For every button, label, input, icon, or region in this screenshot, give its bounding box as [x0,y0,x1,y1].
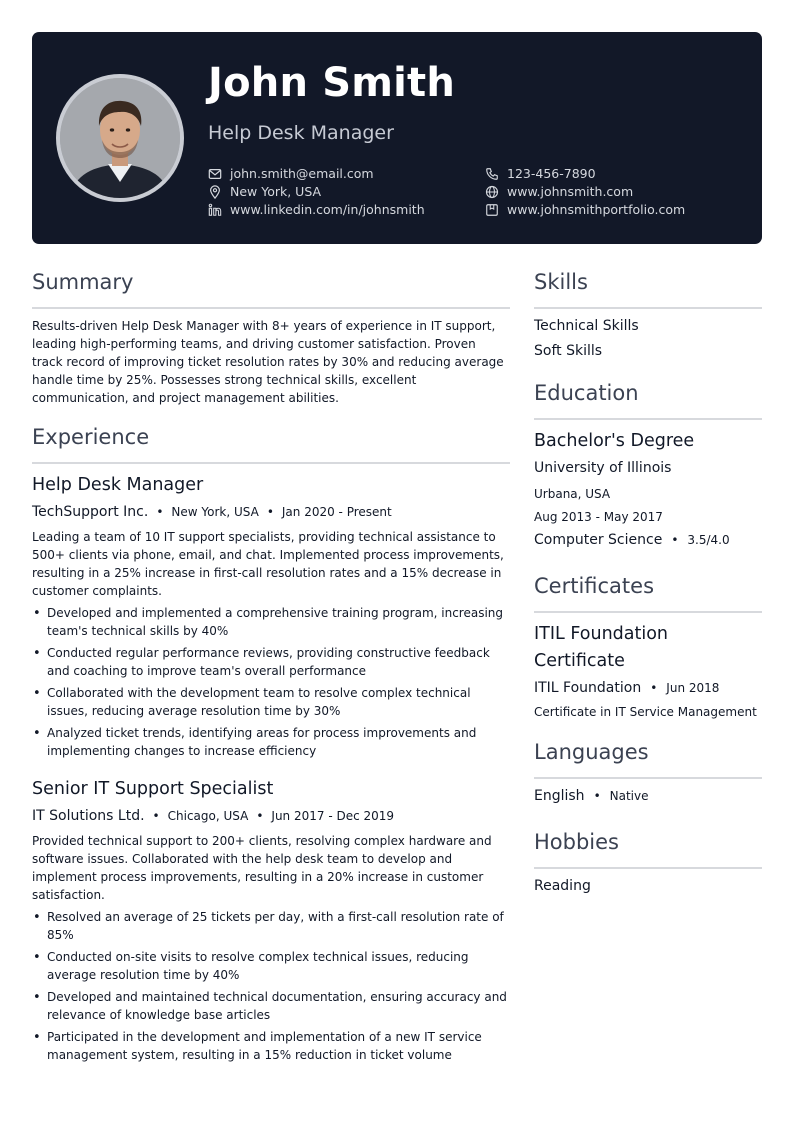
education-divider [534,418,762,420]
job-bullets [32,604,514,764]
job-meta [32,808,394,824]
job-dates: Jan 2020 - Present [281,505,392,519]
contact-email-text[interactable]: john.smith@email.com [230,166,374,181]
education-heading: Education [534,381,639,405]
job-company: TechSupport Inc. [32,504,149,520]
summary-text: Results-driven Help Desk Manager with 8+ years of experience in IT support, leading high-performing teams, and driving customer satisfaction. Proven track record of improving ticket resolution rates by 30% and reducing average handle time by 25%. Possesses strong technical skills, excellent communication, and project management abilities. [32,319,504,405]
languages-heading: Languages [534,740,649,764]
list-item: • Collaborated with the development team to resolve complex technical issues, reducing average resolution time by 30% [32,684,514,720]
job-location: New York, USA [171,505,259,519]
certificates-heading: Certificates [534,574,655,598]
mail-icon [208,167,222,181]
summary-heading: Summary [32,270,134,294]
job-dates: Jun 2017 - Dec 2019 [271,809,395,823]
education-dates: Aug 2013 - May 2017 [534,510,663,524]
portfolio-icon [485,203,499,217]
contact-phone-text[interactable]: 123-456-7890 [507,166,596,181]
education-school: University of Illinois [534,460,672,476]
certificate-description: Certificate in IT Service Management [534,705,757,719]
job-location: Chicago, USA [167,809,249,823]
separator-dot: • [152,809,160,823]
certificate-issuer: ITIL Foundation [534,680,642,696]
list-item: • Developed and maintained technical documentation, ensuring accuracy and relevance of knowledge base articles [32,988,514,1024]
language-level: Native [609,789,649,803]
summary-divider [32,307,510,309]
certificate-issuer-row [534,680,719,696]
contact-linkedin-text[interactable]: www.linkedin.com/in/johnsmith [230,202,425,217]
list-item: • Developed and implemented a comprehensive training program, increasing team's technical skills by 40% [32,604,514,640]
job-title: Senior IT Support Specialist [32,779,274,799]
languages-divider [534,777,762,779]
certificates-divider [534,611,762,613]
separator-dot: • [650,681,658,695]
contact-website[interactable] [485,184,633,199]
candidate-role: Help Desk Manager [208,122,394,144]
language-row [534,788,649,804]
skill-item: Technical Skills [534,318,639,334]
hobby-item: Reading [534,878,591,894]
contact-location [208,184,321,199]
list-item: • Participated in the development and implementation of a new IT service management system, resulting in a 15% reduction in ticket volume [32,1028,514,1064]
contact-linkedin[interactable] [208,202,425,217]
job-meta [32,504,392,520]
skill-item: Soft Skills [534,343,603,359]
list-item: • Analyzed ticket trends, identifying areas for process improvements and implementing changes to increase efficiency [32,724,514,760]
resume-header [32,32,762,244]
separator-dot: • [671,533,679,547]
experience-heading: Experience [32,425,150,449]
contact-location-text: New York, USA [230,184,322,199]
experience-divider [32,462,510,464]
job-title: Help Desk Manager [32,475,204,495]
education-location: Urbana, USA [534,487,611,501]
contact-phone[interactable] [485,166,596,181]
list-item: • Conducted on-site visits to resolve complex technical issues, reducing average resolution time by 40% [32,948,514,984]
job-description: Leading a team of 10 IT support specialists, providing technical assistance to 500+ clients via phone, email, and chat. Implemented process improvements, resulting in a 25% increase in first-call resolution rates and a 15% decrease in customer complaints. [32,530,504,598]
hobbies-divider [534,867,762,869]
globe-icon [485,185,499,199]
profile-photo [56,74,184,202]
list-item: • Resolved an average of 25 tickets per day, with a first-call resolution rate of 85% [32,908,514,944]
job-description: Provided technical support to 200+ clients, resolving complex hardware and software issues. Collaborated with the help desk team to develop and implement process improvements, resulting in a 20% increase in customer satisfaction. [32,834,492,902]
job-company: IT Solutions Ltd. [32,808,145,824]
contact-website-text[interactable]: www.johnsmith.com [507,184,634,199]
linkedin-icon [208,203,222,217]
separator-dot: • [156,505,164,519]
language-name: English [534,788,585,804]
candidate-name: John Smith [208,60,456,106]
separator-dot: • [266,505,274,519]
contact-portfolio-text[interactable]: www.johnsmithportfolio.com [507,202,686,217]
education-degree: Bachelor's Degree [534,431,695,451]
phone-icon [485,167,499,181]
education-field-row [534,532,730,548]
separator-dot: • [593,789,601,803]
skills-heading: Skills [534,270,588,294]
certificate-name-line1: ITIL Foundation [534,624,669,644]
education-gpa: 3.5/4.0 [687,533,730,547]
certificate-date: Jun 2018 [666,681,720,695]
separator-dot: • [256,809,264,823]
certificate-name-line2: Certificate [534,651,625,671]
education-field: Computer Science [534,532,663,548]
list-item: • Conducted regular performance reviews, providing constructive feedback and coaching to improve team's overall performance [32,644,514,680]
contact-email[interactable] [208,166,374,181]
contact-portfolio[interactable] [485,202,685,217]
skills-divider [534,307,762,309]
hobbies-heading: Hobbies [534,830,619,854]
job-bullets [32,908,514,1068]
location-pin-icon [208,185,222,199]
